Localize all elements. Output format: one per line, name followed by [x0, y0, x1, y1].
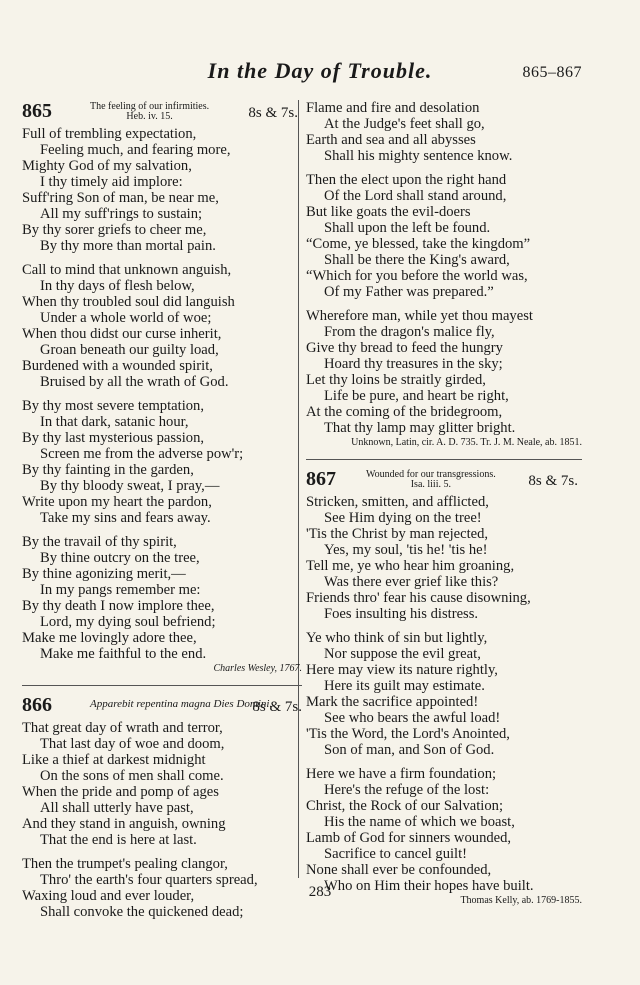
hymn-line: 'Tis the Word, the Lord's Anointed, [306, 726, 510, 742]
hymn-line: Give thy bread to feed the hungry [306, 340, 503, 356]
hymn-line: Full of trembling expectation, [22, 126, 197, 142]
hymn-line: In my pangs remember me: [40, 582, 201, 598]
hymn-line: By thy bloody sweat, I pray,— [40, 478, 220, 494]
hymn-scripture-ref [90, 102, 209, 122]
hymn-865-text [22, 126, 302, 662]
hymn-line: That great day of wrath and terror, [22, 720, 223, 736]
hymn-line: All shall utterly have past, [40, 800, 194, 816]
hymn-line: Feeling much, and fearing more, [40, 142, 231, 158]
hymn-line: By thy most severe temptation, [22, 398, 204, 414]
hymn-meter: 8s & 7s. [528, 473, 578, 489]
hymn-line: But like goats the evil-doers [306, 204, 471, 220]
hymn-line: Let thy loins be straitly girded, [306, 372, 486, 388]
hymn-line: Stricken, smitten, and afflicted, [306, 494, 489, 510]
hymn-line: Shall upon the left be found. [324, 220, 491, 236]
hymn-line: Under a whole world of woe; [40, 310, 212, 326]
hymn-line: In thy days of flesh below, [40, 278, 195, 294]
hymn-scripture-ref [90, 699, 272, 709]
hymn-line: Of the Lord shall stand around, [324, 188, 507, 204]
hymn-line: Hoard thy treasures in the sky; [324, 356, 503, 372]
hymn-line: Mark the sacrifice appointed! [306, 694, 479, 710]
hymn-line: Shall his mighty sentence know. [324, 148, 513, 164]
hymn-line: Yes, my soul, 'tis he! 'tis he! [324, 542, 488, 558]
hymn-number: 866 [22, 694, 52, 716]
hymn-line: See Him dying on the tree! [324, 510, 482, 526]
hymn-line: Make me faithful to the end. [40, 646, 207, 662]
hymn-meter: 8s & 7s. [252, 699, 302, 715]
running-header-range: 865–867 [522, 64, 582, 81]
hymn-line: Groan beneath our guilty load, [40, 342, 219, 358]
hymn-line: Here may view its nature rightly, [306, 662, 498, 678]
stanza-gap [22, 254, 302, 262]
hymn-line: Here's the refuge of the lost: [324, 782, 490, 798]
hymn-line: Suff'ring Son of man, be near me, [22, 190, 219, 206]
hymn-line: Lamb of God for sinners wounded, [306, 830, 512, 846]
hymn-line: That thy lamp may glitter bright. [324, 420, 516, 436]
hymn-line: Burdened with a wounded spirit, [22, 358, 213, 374]
hymn-line: At the Judge's feet shall go, [324, 116, 485, 132]
hymn-line: Take my sins and fears away. [40, 510, 211, 526]
hymn-line: Of my Father was prepared.” [324, 284, 494, 300]
hymn-theme: Apparebit repentina magna Dies Domini. [90, 698, 273, 710]
page-number: 283 [308, 884, 332, 900]
hymn-line: By thy fainting in the garden, [22, 462, 194, 478]
hymn-line: Then the elect upon the right hand [306, 172, 507, 188]
right-column [306, 100, 582, 907]
hymn-line: When the pride and pomp of ages [22, 784, 219, 800]
hymn-line: When thou didst our curse inherit, [22, 326, 222, 342]
hymn-line: Was there ever grief like this? [324, 574, 499, 590]
hymn-attribution: Charles Wesley, 1767. [213, 663, 302, 674]
hymn-meter: 8s & 7s. [248, 105, 298, 121]
hymn-line: By thy death I now implore thee, [22, 598, 215, 614]
hymn-line: Shall be there the King's award, [324, 252, 510, 268]
hymn-line: Ye who think of sin but lightly, [306, 630, 488, 646]
stanza-gap [22, 526, 302, 534]
hymn-865-heading [22, 100, 302, 124]
hymn-line: That the end is here at last. [40, 832, 197, 848]
hymn-867-heading [306, 468, 582, 492]
hymn-line: None shall ever be confounded, [306, 862, 492, 878]
stanza-gap [306, 622, 582, 630]
hymn-line: From the dragon's malice fly, [324, 324, 495, 340]
stanza-gap [306, 164, 582, 172]
hymn-line: When thy troubled soul did languish [22, 294, 235, 310]
stanza-gap [306, 300, 582, 308]
hymn-verse-ref: Isa. liii. 5. [410, 479, 451, 490]
hymn-line: At the coming of the bridegroom, [306, 404, 503, 420]
running-header-title: In the Day of Trouble. [207, 58, 433, 83]
hymn-line: Bruised by all the wrath of God. [40, 374, 229, 390]
hymn-line: Here its guilt may estimate. [324, 678, 485, 694]
hymn-line: Friends thro' fear his cause disowning, [306, 590, 531, 606]
hymn-separator [306, 459, 582, 460]
hymn-line: By thine outcry on the tree, [40, 550, 200, 566]
left-column [22, 100, 302, 920]
hymn-line: I thy timely aid implore: [40, 174, 183, 190]
hymn-867-text [306, 494, 582, 894]
hymn-line: By thy sorer griefs to cheer me, [22, 222, 207, 238]
hymn-line: His the name of which we boast, [324, 814, 515, 830]
hymn-line: Flame and fire and desolation [306, 100, 480, 116]
hymn-attribution: Thomas Kelly, ab. 1769-1855. [460, 895, 582, 906]
hymn-line: Who on Him their hopes have built. [324, 878, 534, 894]
hymn-line: 'Tis the Christ by man rejected, [306, 526, 489, 542]
hymn-line: Then the trumpet's pealing clangor, [22, 856, 228, 872]
hymn-line: Here we have a firm foundation; [306, 766, 497, 782]
hymn-line: Life be pure, and heart be right, [324, 388, 509, 404]
hymn-line: All my suff'rings to sustain; [40, 206, 203, 222]
hymn-line: Make me lovingly adore thee, [22, 630, 197, 646]
hymn-line: Write upon my heart the pardon, [22, 494, 212, 510]
hymn-line: Son of man, and Son of God. [324, 742, 495, 758]
stanza-gap [22, 848, 302, 856]
hymn-line: Like a thief at darkest midnight [22, 752, 206, 768]
hymn-line: Sacrifice to cancel guilt! [324, 846, 468, 862]
hymn-line: On the sons of men shall come. [40, 768, 224, 784]
hymn-866-heading [22, 694, 302, 718]
hymn-line: Wherefore man, while yet thou mayest [306, 308, 533, 324]
hymn-line: Nor suppose the evil great, [324, 646, 481, 662]
hymn-line: Screen me from the adverse pow'r; [40, 446, 244, 462]
hymn-line: “Which for you before the world was, [306, 268, 528, 284]
hymn-line: That last day of woe and doom, [40, 736, 225, 752]
hymn-line: By thy more than mortal pain. [40, 238, 216, 254]
stanza-gap [306, 758, 582, 766]
hymn-line: Shall convoke the quickened dead; [40, 904, 244, 920]
hymn-866-text-part2 [306, 100, 582, 436]
hymn-line: Call to mind that unknown anguish, [22, 262, 232, 278]
hymn-line: Tell me, ye who hear him groaning, [306, 558, 515, 574]
hymn-line: Lord, my dying soul befriend; [40, 614, 216, 630]
hymn-theme: The feeling of our infirmities. [90, 101, 210, 112]
stanza-gap [22, 390, 302, 398]
hymn-line: “Come, ye blessed, take the kingdom” [306, 236, 531, 252]
hymn-line: By thine agonizing merit,— [22, 566, 186, 582]
hymn-separator [22, 685, 302, 686]
hymn-line: Earth and sea and all abysses [306, 132, 476, 148]
hymn-line: In that dark, satanic hour, [40, 414, 189, 430]
hymn-number: 865 [22, 100, 52, 122]
hymn-theme: Wounded for our transgressions. [366, 469, 496, 480]
hymn-line: Christ, the Rock of our Salvation; [306, 798, 503, 814]
hymn-line: Foes insulting his distress. [324, 606, 479, 622]
hymn-number: 867 [306, 468, 336, 490]
hymn-scripture-ref [366, 470, 496, 490]
hymn-line: Thro' the earth's four quarters spread, [40, 872, 258, 888]
hymn-line: Mighty God of my salvation, [22, 158, 192, 174]
hymn-line: And they stand in anguish, owning [22, 816, 226, 832]
hymn-line: See who bears the awful load! [324, 710, 501, 726]
hymn-line: By the travail of thy spirit, [22, 534, 177, 550]
hymn-line: Waxing loud and ever louder, [22, 888, 195, 904]
hymn-attribution: Unknown, Latin, cir. A. D. 735. Tr. J. M. Neale, ab. 1851. [351, 437, 582, 448]
hymn-line: By thy last mysterious passion, [22, 430, 205, 446]
hymn-verse-ref: Heb. iv. 15. [126, 111, 173, 122]
